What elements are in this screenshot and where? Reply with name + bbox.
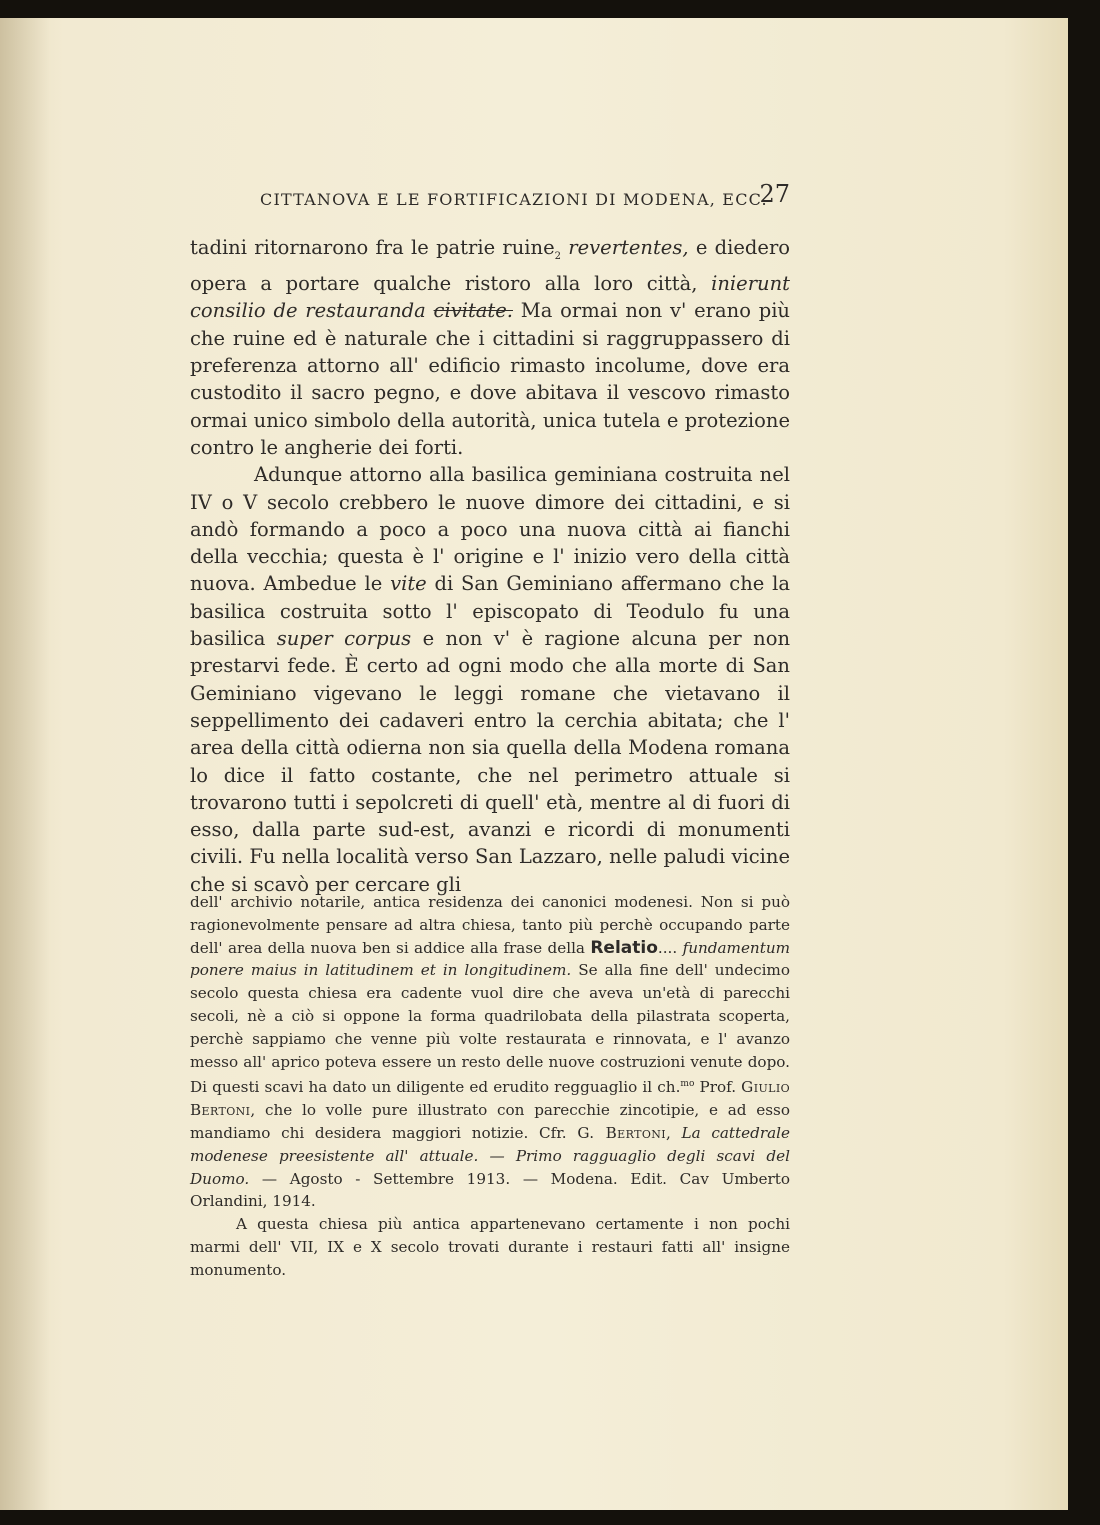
- page-number: 27: [759, 180, 790, 208]
- running-title: CITTANOVA E LE FORTIFICAZIONI DI MODENA, ECC.: [260, 190, 768, 209]
- paragraph-2: Adunque attorno alla basilica geminiana costruita nel IV o V secolo crebbero le nuove dimore dei cittadini, e si andò formando a poco a poco una nuova città ai fianchi della vecchia; questa è l' origine e l' inizio vero della città nuova. Ambedue le vite di San Geminiano affermano che la basilica costruita sotto l' episcopato di Teodulo fu una basilica super corpus e non v' è ragione alcuna per non prestarvi fede. È certo ad ogni modo che alla morte di San Geminiano vigevano le leggi romane che vietavano il seppellimento dei cadaveri entro la cerchia abitata; che l' area della città odierna non sia quella della Modena romana lo dice il fatto costante, che nel perimetro attuale si trovarono tutti i sepolcreti di quell' età, mentre al di fuori di esso, dalla parte sud-est, avanzi e ricordi di monumenti civili. Fu nella località verso San Lazzaro, nelle paludi vicine che si scavò per cercare gli: [190, 463, 791, 896]
- footnotes: [190, 891, 790, 1282]
- page-fold-shadow: [0, 18, 50, 1510]
- paragraph-1: tadini ritornarono fra le patrie ruine$_2$ revertentes, e diedero opera a portare qualche ristoro alla loro città, inierunt consilio de restauranda civitate. Ma ormai non v' erano più che ruine ed è naturale che i cittadini si raggruppassero di preferenza attorno all' edificio rimasto incolume, dove era custodito il sacro pegno, e dove abitava il vescovo rimasto ormai unico simbolo della autorità, unica tutela e protezione contro le angherie dei forti.: [190, 236, 791, 459]
- page-header: [190, 180, 790, 216]
- book-page: [0, 18, 1068, 1510]
- footnote-continued: dell' archivio notarile, antica residenza dei canonici modenesi. Non si può ragionevolmente pensare ad altra chiesa, tanto più perchè occupando parte dell' area della nuova ben si addice alla frase della Relatio.... fundamentum ponere maius in latitudinem et in longitudinem. Se alla fine dell' undecimo secolo questa chiesa era cadente vuol dire che aveva un'età di parecchi secoli, nè a ciò si oppone la forma quadrilobata della pilastrata scoperta, perchè sappiamo che venne più volte restaurata e rinnovata, e l' avanzo messo all' aprico poteva essere un resto delle nuove costruzioni venute dopo. Di questi scavi ha dato un diligente ed erudito regguaglio il ch.$^{mo}$ Prof. Giulio Bertoni, che lo volle pure illustrato con parecchie zincotipie, e ad esso mandiamo chi desidera maggiori notizie. Cfr. G. Bertoni, La cattedrale modenese preesistente all' attuale. — Primo ragguaglio degli scavi del Duomo. — Agosto - Settembre 1913. — Modena. Edit. Cav Umberto Orlandini, 1914.: [190, 893, 791, 1211]
- footnote-paragraph: A questa chiesa più antica appartenevano certamente i non pochi marmi dell' VII, IX e X secolo trovati durante i restauri fatti all' insigne monumento.: [190, 1215, 790, 1279]
- main-text: [190, 234, 790, 898]
